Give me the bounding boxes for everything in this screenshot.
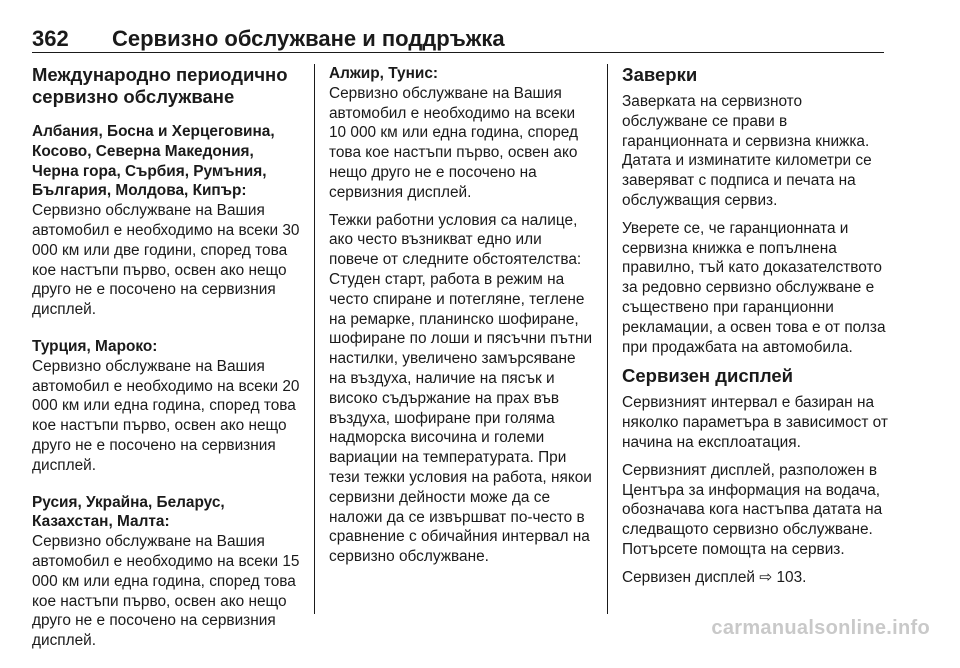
page-number: 362 [32, 26, 69, 51]
column-1 [32, 64, 304, 668]
section-heading-international-service: Международно периодично сервизно обслужване [32, 64, 288, 107]
column-divider-2 [607, 64, 608, 614]
arrow-right-icon: ⇨ [759, 568, 773, 586]
service-display-paragraph-1: Сервизният интервал е базиран на няколко параметъра в зависимост от начина на експлоатация. [622, 394, 888, 451]
region-title: Албания, Босна и Херцеговина, Косово, Северна Македония, Черна гора, Сърбия, Румъния, България, Молдова, Кипър: [32, 123, 275, 200]
page-header [32, 26, 922, 52]
region-text: Сервизно обслужване на Вашия автомобил е необходимо на всеки 30 000 км или две години, според това кое настъпи първо, освен ако нещо друго не е посочено на сервизния дисплей. [32, 202, 300, 319]
region-text: Сервизно обслужване на Вашия автомобил е необходимо на всеки 20 000 км или една година, според това кое настъпи първо, освен ако нещо друго не е посочено на сервизния дисплей. [32, 357, 300, 474]
service-display-paragraph-2: Сервизният дисплей, разположен в Центъра за информация на водача, обозначава кога настъпва датата на следващото сервизно обслужване. Потърсете помощта на сервиз. [622, 461, 883, 558]
region-title: Русия, Украйна, Беларус, Казахстан, Малта: [32, 493, 225, 531]
column-divider-1 [314, 64, 315, 614]
severe-conditions-text: Тежки работни условия са налице, ако често възникват едно или повече от следните обстоятелства: Студен старт, работа в режим на често спиране и потегляне, теглене на ремарке, планинско шофиране, шофиране по лоши и пясъчни пътни настилки, увеличено замърсяване на въздуха, наличие на пясък и високо съдържание на прах във въздуха, шофиране при голяма надморска височина и големи вариации на температурата. При тези тежки условия на работа, някои сервизни дейности може да се наложи да се извършват по-често в сравнение с обичайния интервал на сервизно обслужване. [329, 211, 593, 566]
watermark: carmanualsonline.info [711, 617, 930, 639]
header-divider [32, 52, 884, 53]
region-title-algeria: Алжир, Тунис: [329, 65, 439, 82]
column-3 [622, 64, 892, 596]
certification-paragraph-1: Заверката на сервизното обслужване се прави в гаранционната и сервизна книжка. Датата и изминатите километри се заверяват с подписа и печата на обслужващия сервиз. [622, 93, 872, 209]
crossref-page-link[interactable]: 103. [776, 568, 807, 586]
certification-paragraph-2: Уверете се, че гаранционната и сервизна книжка е попълнена правилно, тъй като доказателството за редовно сервизно обслужване е съществено при гаранционни рекламации, а освен това е от полза при продажбата на автомобила. [622, 219, 886, 356]
column-2 [329, 64, 595, 575]
region-text-algeria: Сервизно обслужване на Вашия автомобил е необходимо на всеки 10 000 км или една година, според това кое настъпи първо, освен ако нещо друго не е посочено на сервизния дисплей. [329, 84, 578, 201]
page-title: Сервизно обслужване и поддръжка [112, 26, 505, 51]
region-block-balkans [32, 122, 304, 320]
section-heading-certifications: Заверки [622, 64, 698, 85]
region-text: Сервизно обслужване на Вашия автомобил е необходимо на всеки 15 000 км или една година, според това кое настъпи първо, освен ако нещо друго не е посочено на сервизния дисплей. [32, 533, 300, 650]
region-block-russia [32, 493, 304, 651]
region-block-turkey [32, 337, 304, 476]
service-display-crossref [622, 568, 892, 588]
crossref-text: Сервизен дисплей [622, 568, 755, 586]
section-heading-service-display: Сервизен дисплей [622, 365, 793, 387]
region-title: Турция, Мароко: [32, 337, 158, 355]
